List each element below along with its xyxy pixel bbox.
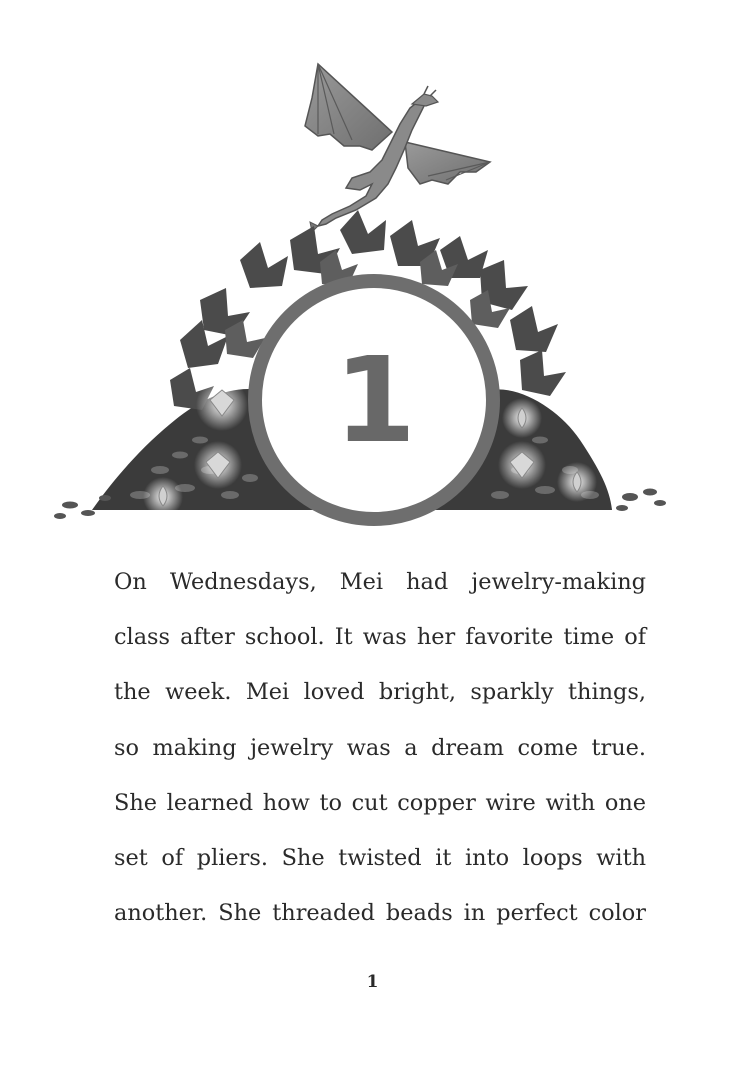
- dragon-icon: [305, 64, 490, 232]
- body-line: set of pliers. She twisted it into loops with: [114, 844, 646, 871]
- body-line: another. She threaded beads in perfect color: [114, 900, 646, 927]
- body-line: the week. Mei loved bright, sparkly things,: [114, 679, 646, 706]
- body-text: [114, 555, 646, 941]
- chapter-number: 1: [333, 331, 417, 469]
- body-line: She learned how to cut copper wire with one: [114, 789, 646, 816]
- page-number: 1: [366, 972, 379, 992]
- body-line: so making jewelry was a dream come true.: [114, 734, 646, 761]
- body-line: On Wednesdays, Mei had jewelry-making: [114, 569, 646, 595]
- body-line: class after school. It was her favorite time of: [114, 624, 646, 651]
